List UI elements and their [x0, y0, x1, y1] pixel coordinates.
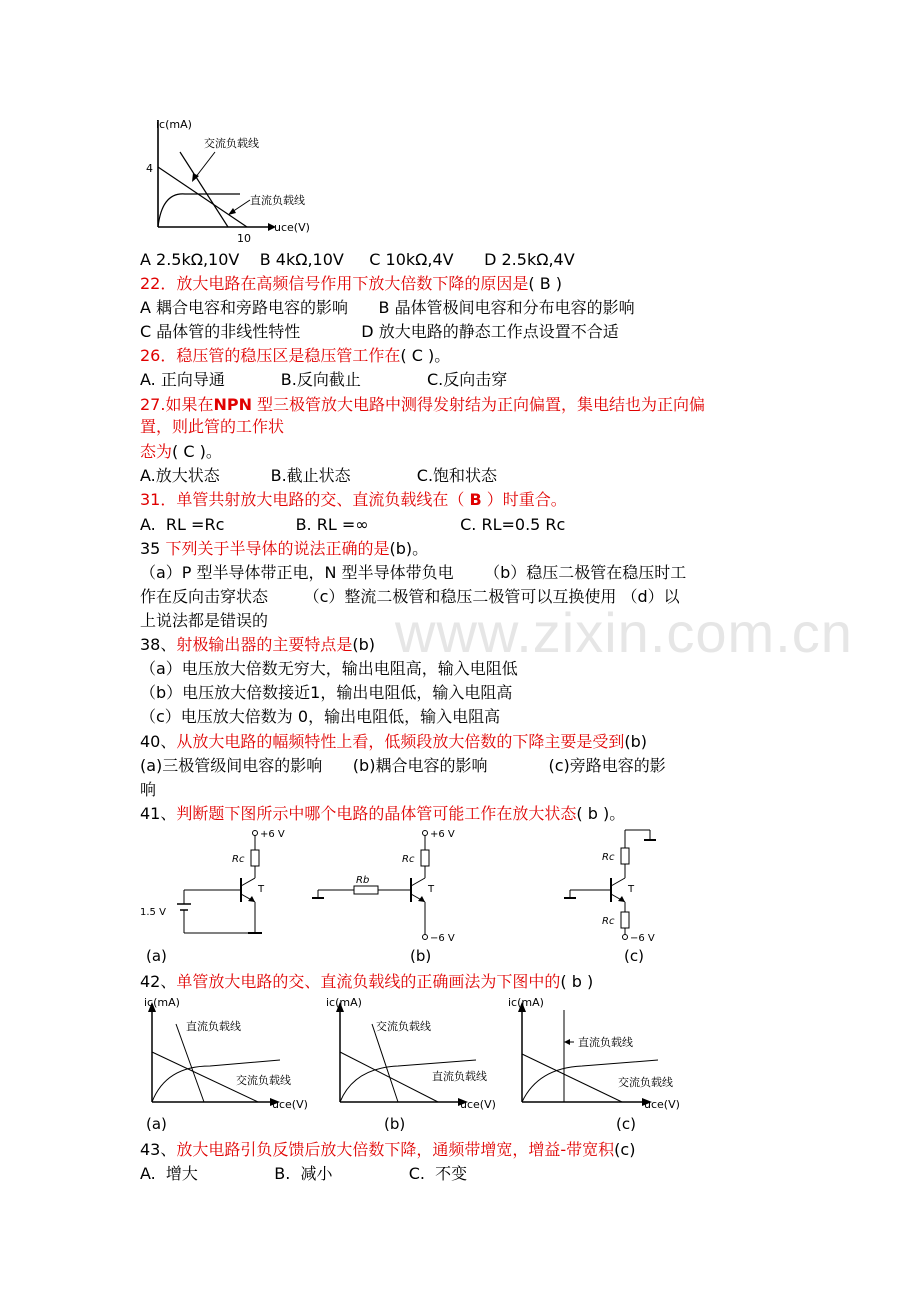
q38-text: 射极输出器的主要特点是: [176, 635, 353, 654]
circuit-b-neg-supply-label: −6 V: [430, 933, 455, 944]
circuit-a-rc-label: Rc: [232, 854, 245, 865]
q26-answer: ( C )。: [400, 346, 451, 365]
q41-answer: ( b )。: [576, 804, 626, 823]
graph-b-caption: (b): [384, 1115, 406, 1133]
q41-text: 判断题下图所示中哪个电路的晶体管可能工作在放大状态: [176, 804, 577, 823]
q27-npn: NPN: [213, 395, 252, 414]
q31-options: A. RL =Rc B. RL =∞ C. RL=0.5 Rc: [140, 515, 566, 534]
circuit-c-rc-label: Rc: [602, 852, 615, 863]
circuit-c-caption: (c): [624, 947, 644, 965]
graph-b-y-label: ic(mA): [326, 996, 362, 1009]
question-26: [140, 345, 450, 367]
q22-answer: ( B ): [528, 274, 563, 293]
tick-10: 10: [237, 232, 251, 245]
graph-c-dc-label: 直流负载线: [578, 1036, 633, 1049]
load-line-graph-a: [140, 994, 320, 1114]
circuit-a-supply-label: +6 V: [260, 829, 285, 840]
q27-answer: ( C )。: [172, 442, 222, 461]
previous-question-options: A 2.5kΩ,10V B 4kΩ,10V C 10kΩ,4V D 2.5kΩ,4V: [140, 250, 575, 269]
graph-a-x-label: uce(V): [272, 1098, 308, 1111]
graph-a-dc-label: 直流负载线: [186, 1020, 241, 1033]
circuit-b-rb-label: Rb: [356, 875, 370, 886]
y-axis-label: ic(mA): [156, 118, 192, 131]
circuit-c-re-label: Rc: [602, 916, 615, 927]
graph-a-y-label: ic(mA): [144, 996, 180, 1009]
q22-text: 22．放大电路在高频信号作用下放大倍数下降的原因是: [140, 274, 529, 293]
q35-num: 35: [140, 539, 166, 558]
circuit-b-rc-label: Rc: [402, 854, 415, 865]
question-43: [140, 1139, 635, 1161]
circuit-a: [140, 826, 290, 946]
question-35: [140, 538, 428, 560]
load-line-graph-b: [326, 994, 516, 1114]
q31-answer: B: [469, 490, 482, 509]
q38-num: 38、: [140, 635, 177, 654]
q40-answer: (b): [624, 732, 648, 751]
circuit-a-transistor-label: T: [258, 884, 265, 895]
q38-answer: (b): [352, 635, 376, 654]
q22-options-row2: C 晶体管的非线性特性 D 放大电路的静态工作点设置不合适: [140, 322, 619, 341]
circuit-c: [550, 826, 700, 946]
graph-b-dc-label: 直流负载线: [432, 1070, 487, 1083]
q42-text: 单管放大电路的交、直流负载线的正确画法为下图中的: [176, 972, 561, 991]
question-27: [140, 394, 705, 416]
circuit-b-transistor-label: T: [428, 884, 435, 895]
watermark: www.zixin.com.cn: [395, 601, 853, 664]
q35-line1: （a）P 型半导体带正电，N 型半导体带负电 （b）稳压二极管在稳压时工: [140, 563, 687, 582]
q43-text: 放大电路引负反馈后放大倍数下降，通频带增宽，增益-带宽积: [176, 1140, 615, 1159]
circuit-b-caption: (b): [410, 947, 432, 965]
q43-num: 43、: [140, 1140, 177, 1159]
q38-option-a: （a）电压放大倍数无穷大，输出电阻高，输入电阻低: [140, 659, 518, 678]
circuit-a-battery-label: 1.5 V: [140, 907, 166, 918]
ac-load-line-label: 交流负载线: [204, 137, 259, 150]
dc-load-line-label: 直流负载线: [250, 194, 305, 207]
graph-b-x-label: uce(V): [460, 1098, 496, 1111]
q31-text: 31．单管共射放大电路的交、直流负载线在（: [140, 490, 470, 509]
question-22: [140, 273, 562, 295]
load-line-figure-top: [140, 112, 330, 247]
q27-text-a: 27.如果在: [140, 395, 214, 414]
graph-a-ac-label: 交流负载线: [236, 1074, 291, 1087]
q43-options: A. 增大 B. 减小 C. 不变: [140, 1164, 468, 1183]
question-31: [140, 489, 567, 511]
q42-num: 42、: [140, 972, 177, 991]
q31-text-end: ）时重合。: [481, 490, 567, 509]
graph-b-ac-label: 交流负载线: [376, 1020, 431, 1033]
q41-num: 41、: [140, 804, 177, 823]
q27-line2: 置，则此管的工作状: [140, 417, 285, 436]
q43-answer: (c): [614, 1140, 636, 1159]
graph-a-caption: (a): [146, 1115, 167, 1133]
q40-num: 40、: [140, 732, 177, 751]
q40-line1: (a)三极管级间电容的影响 (b)耦合电容的影响 (c)旁路电容的影: [140, 756, 666, 775]
q35-answer: (b)。: [389, 539, 429, 558]
graph-c-y-label: ic(mA): [508, 996, 544, 1009]
circuit-c-neg-supply-label: −6 V: [630, 933, 655, 944]
q35-line2: 作在反向击穿状态 （c）整流二极管和稳压二极管可以互换使用 （d）以: [140, 587, 680, 606]
q38-option-b: （b）电压放大倍数接近1，输出电阻低，输入电阻高: [140, 683, 513, 702]
q27-options: A.放大状态 B.截止状态 C.饱和状态: [140, 466, 498, 485]
q38-option-c: （c）电压放大倍数为 0，输出电阻低，输入电阻高: [140, 707, 501, 726]
q35-text: 下列关于半导体的说法正确的是: [165, 539, 390, 558]
q22-options-row1: A 耦合电容和旁路电容的影响 B 晶体管极间电容和分布电容的影响: [140, 298, 635, 317]
x-axis-label: uce(V): [274, 221, 310, 234]
question-41: [140, 803, 625, 825]
circuit-b-supply-label: +6 V: [430, 829, 455, 840]
question-38: [140, 634, 375, 656]
question-42: [140, 971, 593, 993]
q26-text: 26．稳压管的稳压区是稳压管工作在: [140, 346, 401, 365]
q27-line3: [140, 441, 222, 463]
q35-line3: 上说法都是错误的: [140, 611, 269, 630]
load-line-graph-c: [508, 994, 698, 1114]
q40-line2: 响: [140, 780, 157, 799]
graph-c-caption: (c): [616, 1115, 636, 1133]
question-40: [140, 731, 647, 753]
q42-answer: ( b ): [560, 972, 594, 991]
tick-4: 4: [146, 162, 153, 175]
q26-options: A. 正向导通 B.反向截止 C.反向击穿: [140, 370, 508, 389]
circuit-c-transistor-label: T: [628, 884, 635, 895]
circuit-b: [310, 826, 480, 946]
circuit-a-caption: (a): [146, 947, 167, 965]
q40-text: 从放大电路的幅频特性上看，低频段放大倍数的下降主要是受到: [176, 732, 625, 751]
q27-text-b: 型三极管放大电路中测得发射结为正向偏置，集电结也为正向偏: [251, 395, 706, 414]
graph-c-ac-label: 交流负载线: [618, 1076, 673, 1089]
graph-c-x-label: uce(V): [644, 1098, 680, 1111]
q27-text-c: 态为: [140, 442, 173, 461]
